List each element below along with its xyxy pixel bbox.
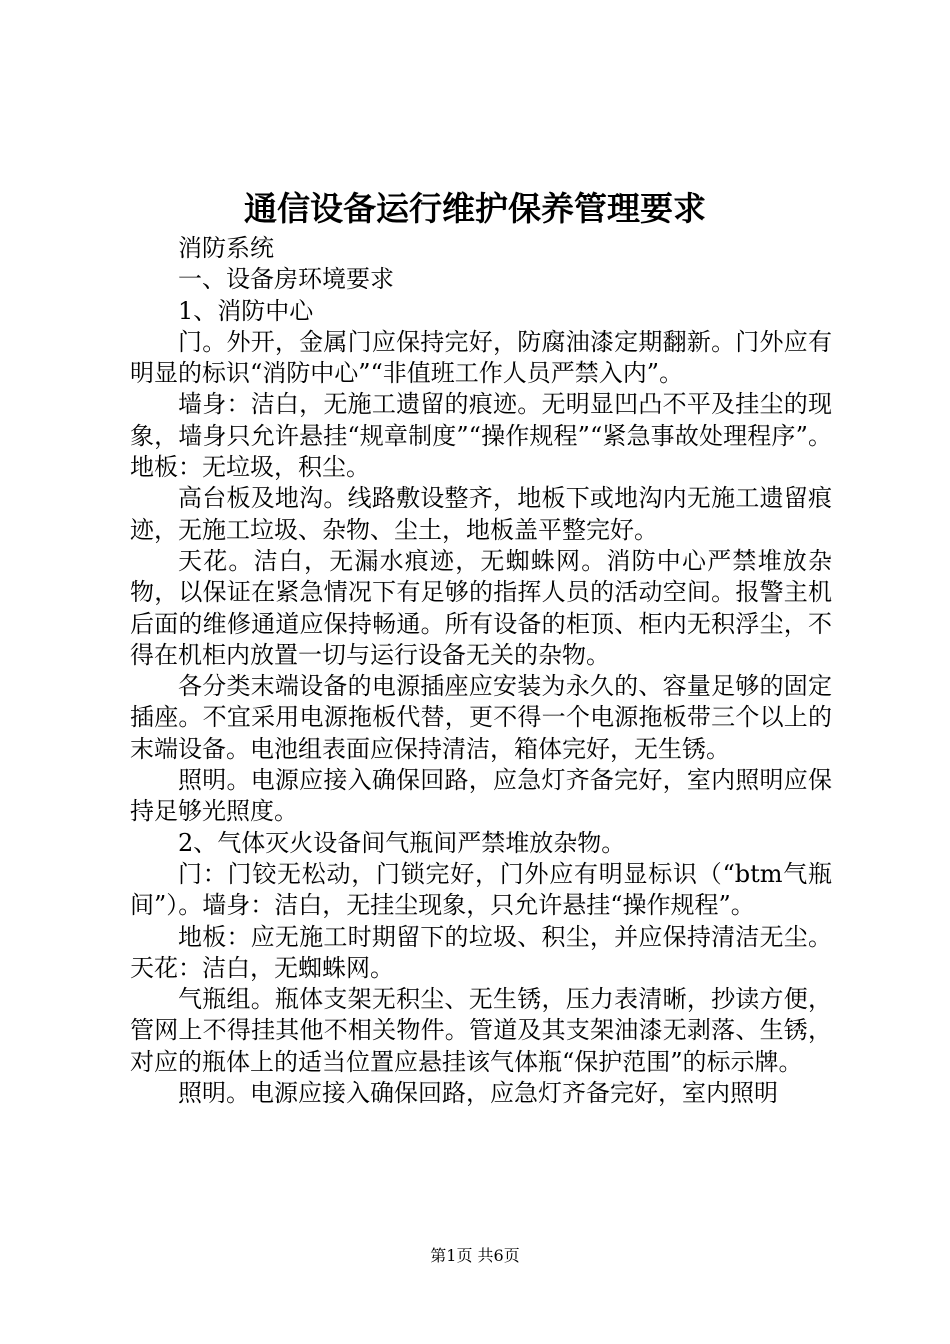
document-title: 通信设备运行维护保养管理要求 bbox=[244, 189, 706, 228]
section-heading: 1、消防中心 bbox=[178, 296, 314, 325]
body-paragraph: 门。外开，金属门应保持完好，防腐油漆定期翻新。门外应有明显的标识“消防中心”“非值班工作人员严禁入内”。 bbox=[130, 327, 832, 388]
body-paragraph: 照明。电源应接入确保回路，应急灯齐备完好，室内照明 bbox=[178, 1079, 778, 1108]
body-paragraph: 高台板及地沟。线路敷设整齐，地板下或地沟内无施工遗留痕迹，无施工垃圾、杂物、尘土，地板盖平整完好。 bbox=[130, 484, 832, 544]
page-footer: 第1页 共6页 bbox=[430, 1246, 520, 1265]
body-paragraph: 照明。电源应接入确保回路，应急灯齐备完好，室内照明应保持足够光照度。 bbox=[130, 766, 832, 826]
document-body bbox=[130, 233, 832, 1109]
section-heading: 一、设备房环境要求 bbox=[178, 265, 394, 294]
section-heading: 2、气体灭火设备间气瓶间严禁堆放杂物。 bbox=[178, 828, 626, 857]
body-paragraph: 地板：应无施工时期留下的垃圾、积尘，并应保持清洁无尘。天花：洁白，无蜘蛛网。 bbox=[130, 922, 832, 982]
body-paragraph: 天花。洁白，无漏水痕迹，无蜘蛛网。消防中心严禁堆放杂物，以保证在紧急情况下有足够的指挥人员的活动空间。报警主机后面的维修通道应保持畅通。所有设备的柜顶、柜内无积浮尘，不得在机柜内放置一切与运行设备无关的杂物。 bbox=[130, 546, 832, 669]
body-paragraph: 墙身：洁白，无施工遗留的痕迹。无明显凹凸不平及挂尘的现象，墙身只允许悬挂“规章制度”“操作规程”“紧急事故处理程序”。地板：无垃圾，积尘。 bbox=[130, 390, 832, 482]
section-heading: 消防系统 bbox=[178, 234, 274, 262]
body-paragraph: 各分类末端设备的电源插座应安装为永久的、容量足够的固定插座。不宜采用电源拖板代替，更不得一个电源拖板带三个以上的末端设备。电池组表面应保持清洁，箱体完好，无生锈。 bbox=[130, 672, 832, 763]
body-paragraph: 气瓶组。瓶体支架无积尘、无生锈，压力表清晰，抄读方便，管网上不得挂其他不相关物件。管道及其支架油漆无剥落、生锈，对应的瓶体上的适当位置应悬挂该气体瓶“保护范围”的标示牌。 bbox=[130, 985, 832, 1076]
body-paragraph: 门：门铰无松动，门锁完好，门外应有明显标识（“btm气瓶间”）。墙身：洁白，无挂尘现象，只允许悬挂“操作规程”。 bbox=[130, 859, 832, 920]
